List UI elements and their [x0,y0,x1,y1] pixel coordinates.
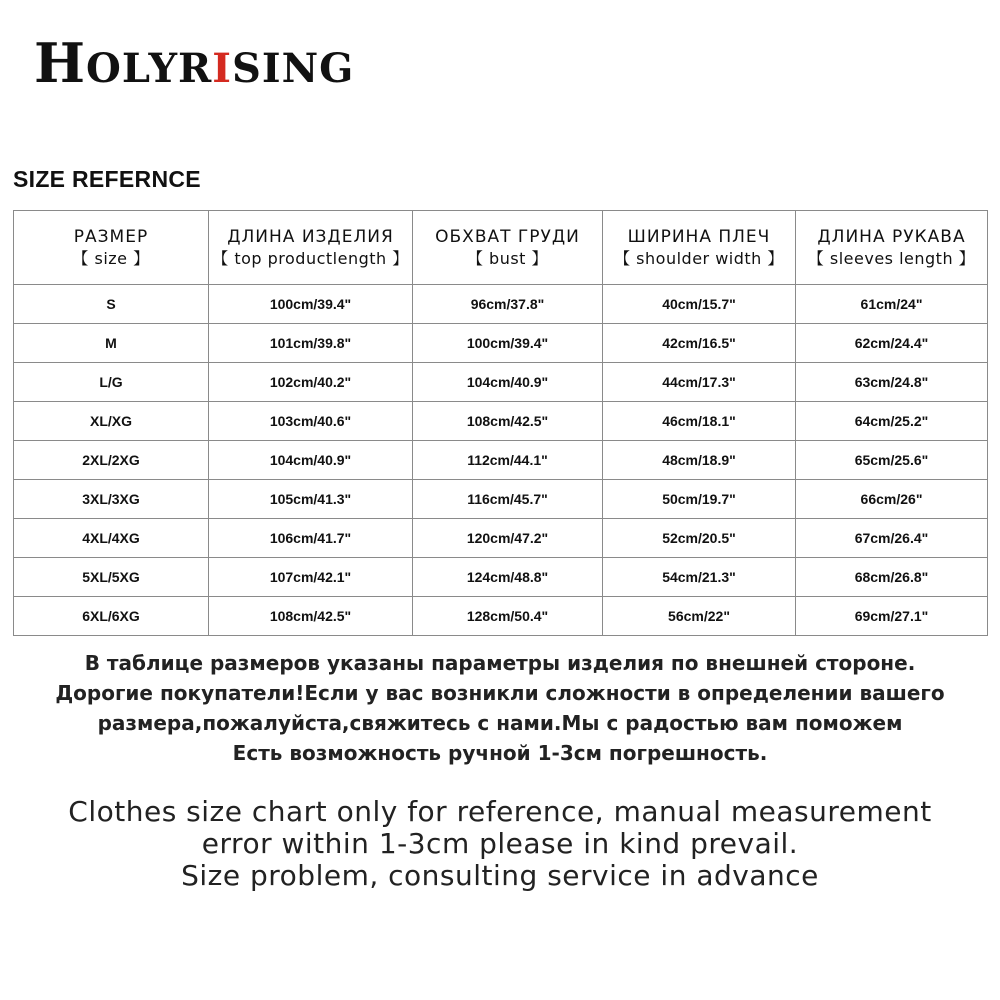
cell-length: 101cm/39.8" [209,324,413,363]
brand-logo [34,31,355,95]
cell-size: XL/XG [14,402,209,441]
header-size-ru: РАЗМЕР [73,226,149,247]
cell-shoulder: 52cm/20.5" [603,519,796,558]
cell-sleeves: 64cm/25.2" [796,402,988,441]
table-row [14,285,988,324]
cell-length: 102cm/40.2" [209,363,413,402]
english-note-line: Size problem, consulting service in advance [181,859,819,892]
header-bust [413,211,603,285]
header-length-ru: ДЛИНА ИЗДЕЛИЯ [227,226,394,247]
cell-bust: 100cm/39.4" [413,324,603,363]
cell-shoulder: 40cm/15.7" [603,285,796,324]
cell-length: 105cm/41.3" [209,480,413,519]
english-notes [0,796,1000,892]
header-length-en: 【 top productlength 】 [212,248,409,268]
brand-logo-initial: H [34,31,87,95]
cell-length: 100cm/39.4" [209,285,413,324]
cell-sleeves: 61cm/24" [796,285,988,324]
header-length [209,211,413,285]
cell-size: 6XL/6XG [14,597,209,636]
cell-bust: 112cm/44.1" [413,441,603,480]
header-shoulder [603,211,796,285]
cell-size: M [14,324,209,363]
russian-note-line: размера,пожалуйста,свяжитесь с нами.Мы с радостью вам поможем [97,711,903,735]
header-sleeves [796,211,988,285]
cell-bust: 128cm/50.4" [413,597,603,636]
english-note-line: Clothes size chart only for reference, manual measurement [68,795,932,828]
header-sleeves-en: 【 sleeves length 】 [807,248,976,268]
header-shoulder-ru: ШИРИНА ПЛЕЧ [627,226,771,247]
header-size [14,211,209,285]
cell-size: L/G [14,363,209,402]
cell-size: 4XL/4XG [14,519,209,558]
table-row [14,519,988,558]
cell-length: 103cm/40.6" [209,402,413,441]
cell-sleeves: 69cm/27.1" [796,597,988,636]
brand-logo-part1: OLYR [86,45,213,92]
cell-length: 107cm/42.1" [209,558,413,597]
cell-shoulder: 50cm/19.7" [603,480,796,519]
table-row [14,480,988,519]
cell-sleeves: 63cm/24.8" [796,363,988,402]
cell-size: 2XL/2XG [14,441,209,480]
cell-sleeves: 68cm/26.8" [796,558,988,597]
table-row [14,558,988,597]
header-bust-en: 【 bust 】 [466,248,549,268]
header-sleeves-ru: ДЛИНА РУКАВА [817,226,966,247]
cell-bust: 116cm/45.7" [413,480,603,519]
cell-shoulder: 54cm/21.3" [603,558,796,597]
cell-bust: 96cm/37.8" [413,285,603,324]
cell-sleeves: 66cm/26" [796,480,988,519]
cell-size: 5XL/5XG [14,558,209,597]
cell-bust: 120cm/47.2" [413,519,603,558]
cell-sleeves: 67cm/26.4" [796,519,988,558]
table-row [14,324,988,363]
table-row [14,402,988,441]
brand-logo-accent-letter: I [212,45,232,92]
russian-note-line: Дорогие покупатели!Если у вас возникли сложности в определении вашего [55,681,945,705]
table-row [14,363,988,402]
cell-bust: 104cm/40.9" [413,363,603,402]
cell-shoulder: 48cm/18.9" [603,441,796,480]
header-shoulder-en: 【 shoulder width 】 [614,248,784,268]
cell-length: 106cm/41.7" [209,519,413,558]
cell-shoulder: 46cm/18.1" [603,402,796,441]
russian-notes [0,648,1000,768]
english-note-line: error within 1-3cm please in kind prevail. [201,827,799,860]
cell-bust: 124cm/48.8" [413,558,603,597]
cell-size: 3XL/3XG [14,480,209,519]
page-title: SIZE REFERNCE [13,166,201,192]
russian-note-line: Есть возможность ручной 1-3см погрешность. [232,741,768,765]
table-row [14,597,988,636]
cell-size: S [14,285,209,324]
cell-sleeves: 65cm/25.6" [796,441,988,480]
cell-shoulder: 56cm/22" [603,597,796,636]
header-size-en: 【 size 】 [72,248,150,268]
size-table [13,210,988,636]
cell-shoulder: 42cm/16.5" [603,324,796,363]
cell-shoulder: 44cm/17.3" [603,363,796,402]
cell-length: 108cm/42.5" [209,597,413,636]
brand-logo-part2: SING [231,45,355,92]
table-header-row [14,211,988,285]
cell-length: 104cm/40.9" [209,441,413,480]
russian-note-line: В таблице размеров указаны параметры изделия по внешней стороне. [84,651,916,675]
cell-bust: 108cm/42.5" [413,402,603,441]
cell-sleeves: 62cm/24.4" [796,324,988,363]
table-row [14,441,988,480]
header-bust-ru: ОБХВАТ ГРУДИ [435,226,580,247]
